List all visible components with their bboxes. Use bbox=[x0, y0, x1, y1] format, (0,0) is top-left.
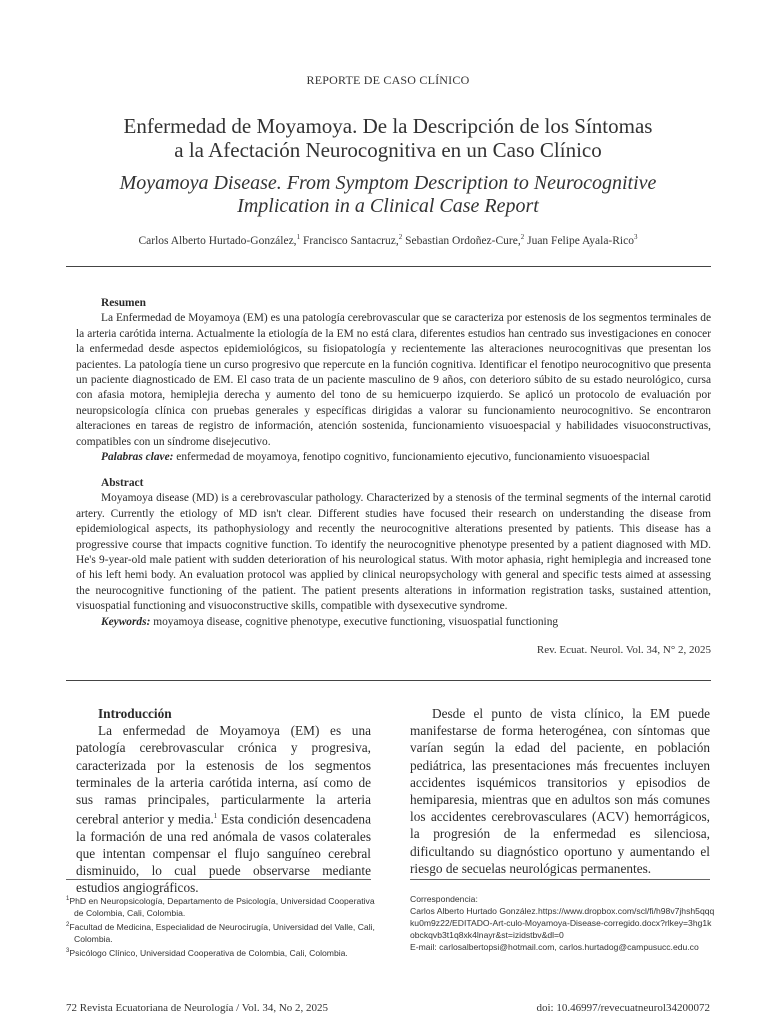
keywords-text: moyamoya disease, cognitive phenotype, executive functioning, visuospatial functioning bbox=[150, 615, 559, 628]
correspondence-label: Correspondencia: bbox=[410, 894, 478, 904]
intro-column-left bbox=[76, 705, 371, 897]
resumen-text: La Enfermedad de Moyamoya (EM) es una patología cerebrovascular que se caracteriza por estenosis de los segmentos terminales de la arteria carótida interna. Actualmente la etiología de la EM no está clara, diferentes estudios han centrado sus investigaciones en conocer la enfermedad desde aspectos epidemiológicos, su fisiopatología y recientemente las alteraciones neurocognitivas que presentan los pacientes. La patología tiene un curso progresivo que repercute en la función cognitiva. Identificar el fenotipo neurocognitivo que presenta un paciente diagnosticado de EM. El caso trata de un paciente masculino de 9 años, con deterioro súbito de su estado neurológico, cursa con afasia motora, hemiplejia derecha y aumento del tono de su hemicuerpo izquierdo. Se aplicó un protocolo de evaluación por neuropsicología clínica con pruebas generales y específicas dirigidas a valorar su funcionamiento neurocognitivo. Se encontraron alteraciones en tareas de registro de información, atención sostenida, funcionamiento visuoespacial y habilidades visuoconstructivas, compatibles con un síndrome disejecutivo. bbox=[76, 312, 711, 448]
section-label: REPORTE DE CASO CLÍNICO bbox=[306, 73, 470, 87]
article-title-en bbox=[80, 172, 696, 218]
title-es-line-1: Enfermedad de Moyamoya. De la Descripción de los Síntomas bbox=[123, 114, 653, 138]
correspondence-rule bbox=[410, 879, 710, 880]
intro-text: Esta condición desencadena la formación de una red anómala de vasos colaterales que intentan compensar el flujo sanguíneo cerebral disminuido, lo cual puede observarse mediante estudios angiográficos. bbox=[76, 811, 371, 896]
author-name: Juan Felipe Ayala-Rico bbox=[524, 234, 634, 247]
correspondence-link[interactable]: Carlos Alberto Hurtado González.https://www.dropbox.com/scl/fi/h98v7jhsh5qqqku0m9z22/EDITADO-Art-culo-Moyamoya-Disease-corregido.docx?rlkey=3hg1kobckqvb3t1q8xk4lnayr&st=izidstbv&dl=0 bbox=[410, 906, 715, 940]
title-es-line-2: a la Afectación Neurocognitiva en un Caso Clínico bbox=[174, 138, 602, 162]
keywords-text: enfermedad de moyamoya, fenotipo cognitivo, funcionamiento ejecutivo, funcionamiento visuoespacial bbox=[173, 451, 650, 464]
correspondence-email[interactable]: E-mail: carlosalbertopsi@hotmail.com, carlos.hurtadog@campusucc.edu.co bbox=[410, 942, 699, 952]
reference-marker: 1 bbox=[213, 812, 218, 821]
keywords-label: Keywords: bbox=[101, 615, 151, 628]
intro-column-right bbox=[410, 705, 710, 877]
footnote-item bbox=[66, 893, 376, 919]
abstract-section bbox=[76, 476, 711, 630]
abstract-text: Moyamoya disease (MD) is a cerebrovascular pathology. Characterized by a stenosis of the terminal segments of the internal carotid artery. Currently the etiology of MD isn't clear. Different studies have focused their research on understanding the disease from epidemiological aspects, its pathophysiology and recently the neurocognitive alterations presented by patients. This disease has a progressive course that impacts cognitive function. To identify the neurocognitive phenotype presented by a patient diagnosed with MD. He's 9-year-old male patient with sudden deterioration of his neurological status. With motor aphasia, right hemiplegia and increased tone of his left hemi body. An evaluation protocol was applied by clinical neuropsychology with general and specific tests aimed at assessing the neurocognitive functioning of the patient. The patient presents alterations in information registration tasks, sustained attention, visuospatial functioning and visuoconstructive skills, compatible with dysexecutive syndrome. bbox=[76, 492, 711, 613]
author-name: Carlos Alberto Hurtado-González, bbox=[138, 234, 297, 247]
footnote-rule bbox=[66, 879, 371, 880]
footnote-text: PhD en Neuropsicología, Departamento de Psicología, Universidad Cooperativa de Colombia, Cali, Colombia. bbox=[69, 895, 375, 918]
author-affiliation: 1 bbox=[296, 233, 301, 241]
article-title-es bbox=[80, 114, 696, 162]
journal-citation: Rev. Ecuat. Neurol. Vol. 34, N° 2, 2025 bbox=[536, 644, 711, 656]
author-affiliation: 2 bbox=[398, 233, 403, 241]
intro-paragraph-1 bbox=[76, 722, 371, 896]
footnote-number: 1 bbox=[66, 896, 70, 902]
footnote-item bbox=[66, 945, 376, 959]
affiliation-footnotes bbox=[66, 893, 376, 959]
title-en-line-2: Implication in a Clinical Case Report bbox=[237, 195, 539, 217]
abstract-heading: Abstract bbox=[101, 477, 144, 489]
resumen-section bbox=[76, 296, 711, 465]
intro-heading: Introducción bbox=[98, 706, 172, 721]
page-footer-doi[interactable]: doi: 10.46997/revecuatneurol34200072 bbox=[536, 1002, 710, 1014]
resumen-keywords bbox=[101, 450, 711, 465]
abstract-keywords bbox=[101, 615, 711, 630]
footnote-number: 3 bbox=[66, 947, 70, 954]
author-name: Francisco Santacruz, bbox=[300, 234, 399, 247]
intro-text: La enfermedad de Moyamoya (EM) es una patología cerebrovascular crónica y progresiva, caracterizada por la estenosis de los segmentos terminales de la arteria carótida interna, así como de sus ramas principales, particularmente la arteria cerebral anterior y media. bbox=[76, 723, 371, 827]
intro-paragraph-2: Desde el punto de vista clínico, la EM puede manifestarse de forma heterogénea, con síntomas que varían según la edad del paciente, en población pediátrica, las presentaciones más frecuentes incluyen accidentes isquémicos transitorios y episodios de hemiparesia, mientras que en adultos son más comunes los accidentes cerebrovasculares (ACV) hemorrágicos, la progresión de la enfermedad es silenciosa, dificultando su diagnóstico oportuno y aumentando el riesgo de secuelas neurológicas permanentes. bbox=[410, 706, 710, 876]
footnote-item bbox=[66, 919, 376, 945]
correspondence-block bbox=[410, 893, 715, 953]
author-affiliation: 2 bbox=[520, 233, 525, 241]
keywords-label: Palabras clave: bbox=[101, 451, 174, 464]
divider-top bbox=[66, 266, 711, 267]
footnote-text: Facultad de Medicina, Especialidad de Neurocirugía, Universidad del Valle, Cali, Colombia. bbox=[69, 921, 375, 944]
author-name: Sebastian Ordoñez-Cure, bbox=[402, 234, 521, 247]
page-footer-journal: 72 Revista Ecuatoriana de Neurología / Vol. 34, No 2, 2025 bbox=[66, 1002, 329, 1014]
title-en-line-1: Moyamoya Disease. From Symptom Description to Neurocognitive bbox=[119, 172, 657, 194]
footnote-text: Psicólogo Clínico, Universidad Cooperativa de Colombia, Cali, Colombia. bbox=[69, 947, 348, 958]
divider-bottom bbox=[66, 680, 711, 681]
author-affiliation: 3 bbox=[634, 233, 638, 241]
author-list bbox=[0, 233, 776, 247]
resumen-heading: Resumen bbox=[101, 297, 146, 309]
footnote-number: 2 bbox=[66, 921, 70, 928]
